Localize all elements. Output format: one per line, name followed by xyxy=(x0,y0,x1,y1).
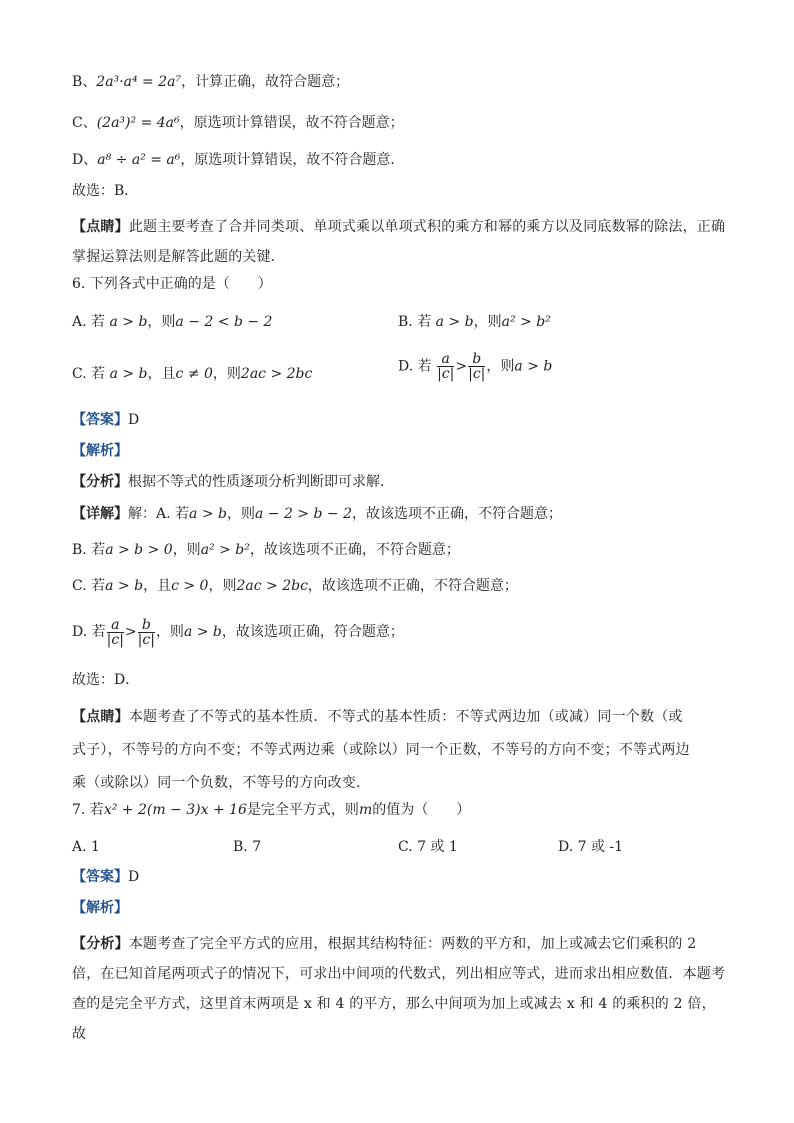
fenxi-text: 根据不等式的性质逐项分析判断即可求解． xyxy=(128,474,394,490)
numerator: b xyxy=(138,618,155,633)
detail-text: ，则 xyxy=(208,578,237,594)
detail-text: ，故该选项不正确，不符合题意； xyxy=(351,506,562,522)
option-label: B. 若 xyxy=(398,314,432,330)
answer-tag: 【答案】 xyxy=(72,412,128,428)
denominator: |c| xyxy=(106,631,124,648)
denominator: |c| xyxy=(437,366,455,382)
math-expression: a > b xyxy=(189,506,227,522)
option-c-line xyxy=(72,113,404,133)
option-d-line xyxy=(72,150,404,170)
math-expression: a − 2 < b − 2 xyxy=(175,314,273,330)
detail-text: ，则 xyxy=(155,624,184,640)
fraction xyxy=(468,352,485,381)
detail-text: ，则 xyxy=(226,506,255,522)
option-text: ，计算正确，故符合题意； xyxy=(181,74,350,90)
option-label: C. 若 xyxy=(72,366,106,382)
detail-text: B. 若 xyxy=(72,542,106,558)
option-text: ，则 xyxy=(473,314,502,330)
analysis-label: 【解析】 xyxy=(72,443,128,459)
math-expression: a > b xyxy=(105,578,144,594)
stem-text: 的值为（ ） xyxy=(372,802,471,818)
comment-paragraph xyxy=(72,212,727,272)
math-expression: a − 2 > b − 2 xyxy=(254,506,352,522)
gt-sign: > xyxy=(124,624,137,640)
detail-text: D. 若 xyxy=(72,624,106,640)
answer-line xyxy=(72,867,139,887)
fenxi-text: 本题考查了完全平方式的应用，根据其结构特征：两数的平方和，加上或减去它们乘积的 2 倍，在已知首尾两项式子的情况下，可求出中间项的代数式，列出相应等式，进而求出相应数值．本题考查的是完全平方式，这里首末两项是 x 和 4 的平方，那么中间项为加上或减去 x 和 4 的乘积的 2 倍，故 xyxy=(72,936,726,1042)
math-expression: a > b xyxy=(183,624,222,640)
math-expression: c > 0 xyxy=(171,578,209,594)
answer-tag: 【答案】 xyxy=(72,869,128,885)
fenxi-line xyxy=(72,472,394,492)
option-label: C、 xyxy=(72,115,97,131)
option-text: ，则 xyxy=(486,358,515,375)
option-b xyxy=(398,312,551,332)
detail-c-line xyxy=(72,576,518,596)
detail-tag: 【详解】 xyxy=(72,506,128,522)
math-expression: 2ac > 2bc xyxy=(240,366,313,382)
analysis-tag xyxy=(72,441,128,461)
option-c xyxy=(72,364,312,384)
numerator: a xyxy=(437,352,454,367)
option-a xyxy=(72,312,272,332)
option-text: ，则 xyxy=(147,314,176,330)
analysis-tag xyxy=(72,898,128,918)
option-text: ，原选项计算错误，故不符合题意； xyxy=(179,115,404,131)
option-b: B. 7 xyxy=(233,839,262,855)
fenxi-paragraph xyxy=(72,929,727,1049)
comment-paragraph xyxy=(72,701,692,800)
math-expression: x² + 2(m − 3)x + 16 xyxy=(103,802,247,818)
detail-text: ，故该选项不正确，不符合题意； xyxy=(307,578,518,594)
option-text: ，则 xyxy=(212,366,241,382)
detail-a-line xyxy=(72,504,562,524)
option-b-line xyxy=(72,72,349,92)
math-expression: a > b xyxy=(109,314,148,330)
option-a: A. 1 xyxy=(72,839,100,855)
option-label: D、 xyxy=(72,152,98,168)
stem-text: 7. 若 xyxy=(72,802,104,818)
option-d xyxy=(398,352,552,381)
fraction xyxy=(107,618,124,647)
fraction xyxy=(138,618,155,647)
comment-tag: 【点睛】 xyxy=(72,709,129,725)
detail-text: ，故该选项正确，符合题意； xyxy=(221,624,404,640)
math-variable: m xyxy=(358,802,373,818)
detail-text: ，且 xyxy=(143,578,172,594)
fenxi-tag: 【分析】 xyxy=(72,936,129,952)
math-expression: 2a³·a⁴ = 2a⁷ xyxy=(96,74,182,90)
fraction xyxy=(437,352,454,381)
detail-text: 解：A. 若 xyxy=(128,506,190,522)
option-d: D. 7 或 -1 xyxy=(558,839,624,855)
answer-line xyxy=(72,410,139,430)
option-c: C. 7 或 1 xyxy=(398,839,458,855)
detail-text: ，故该选项不正确，不符合题意； xyxy=(249,542,460,558)
comment-text: 本题考查了不等式的基本性质．不等式的基本性质：不等式两边加（或减）同一个数（或式子），不等号的方向不变；不等式两边乘（或除以）同一个正数，不等号的方向不变；不等式两边乘（或除以）同一个负数，不等号的方向改变． xyxy=(72,709,690,791)
math-expression: a > b xyxy=(109,366,148,382)
detail-text: C. 若 xyxy=(72,578,106,594)
math-expression: c ≠ 0 xyxy=(175,366,213,382)
answer-value: D xyxy=(128,412,140,428)
math-expression: a² > b² xyxy=(200,542,250,558)
option-label: D. 若 xyxy=(398,358,432,375)
math-expression: 2ac > 2bc xyxy=(236,578,308,594)
denominator: |c| xyxy=(468,366,486,382)
math-expression: (2a³)² = 4a⁶ xyxy=(96,115,180,131)
option-text: ，且 xyxy=(147,366,176,382)
choose-line: 故选：B． xyxy=(72,183,139,199)
detail-b-line xyxy=(72,540,460,560)
question-stem xyxy=(72,800,470,820)
option-label: A. 若 xyxy=(72,314,106,330)
numerator: b xyxy=(468,352,485,367)
math-expression: a > b > 0 xyxy=(105,542,173,558)
choose-line: 故选：D． xyxy=(72,672,140,688)
detail-text: ，则 xyxy=(172,542,201,558)
detail-d-line xyxy=(72,612,404,652)
analysis-label: 【解析】 xyxy=(72,900,128,916)
math-expression: a² > b² xyxy=(501,314,551,330)
option-text: ，原选项计算错误，故不符合题意． xyxy=(180,152,405,168)
fenxi-tag: 【分析】 xyxy=(72,474,128,490)
question-stem: 6. 下列各式中正确的是（ ） xyxy=(72,276,272,292)
answer-value: D xyxy=(128,869,140,885)
option-label: B、 xyxy=(72,74,97,90)
gt-sign: > xyxy=(455,358,468,375)
math-expression: a⁸ ÷ a² = a⁶ xyxy=(97,152,181,168)
numerator: a xyxy=(107,618,124,633)
denominator: |c| xyxy=(137,631,155,648)
math-expression: a > b xyxy=(435,314,474,330)
comment-tag: 【点睛】 xyxy=(72,219,129,235)
math-expression: a > b xyxy=(514,358,553,375)
stem-text: 是完全平方式，则 xyxy=(246,802,359,818)
comment-text: 此题主要考查了合并同类项、单项式乘以单项式积的乘方和幂的乘方以及同底数幂的除法，正确掌握运算法则是解答此题的关键． xyxy=(72,219,726,265)
